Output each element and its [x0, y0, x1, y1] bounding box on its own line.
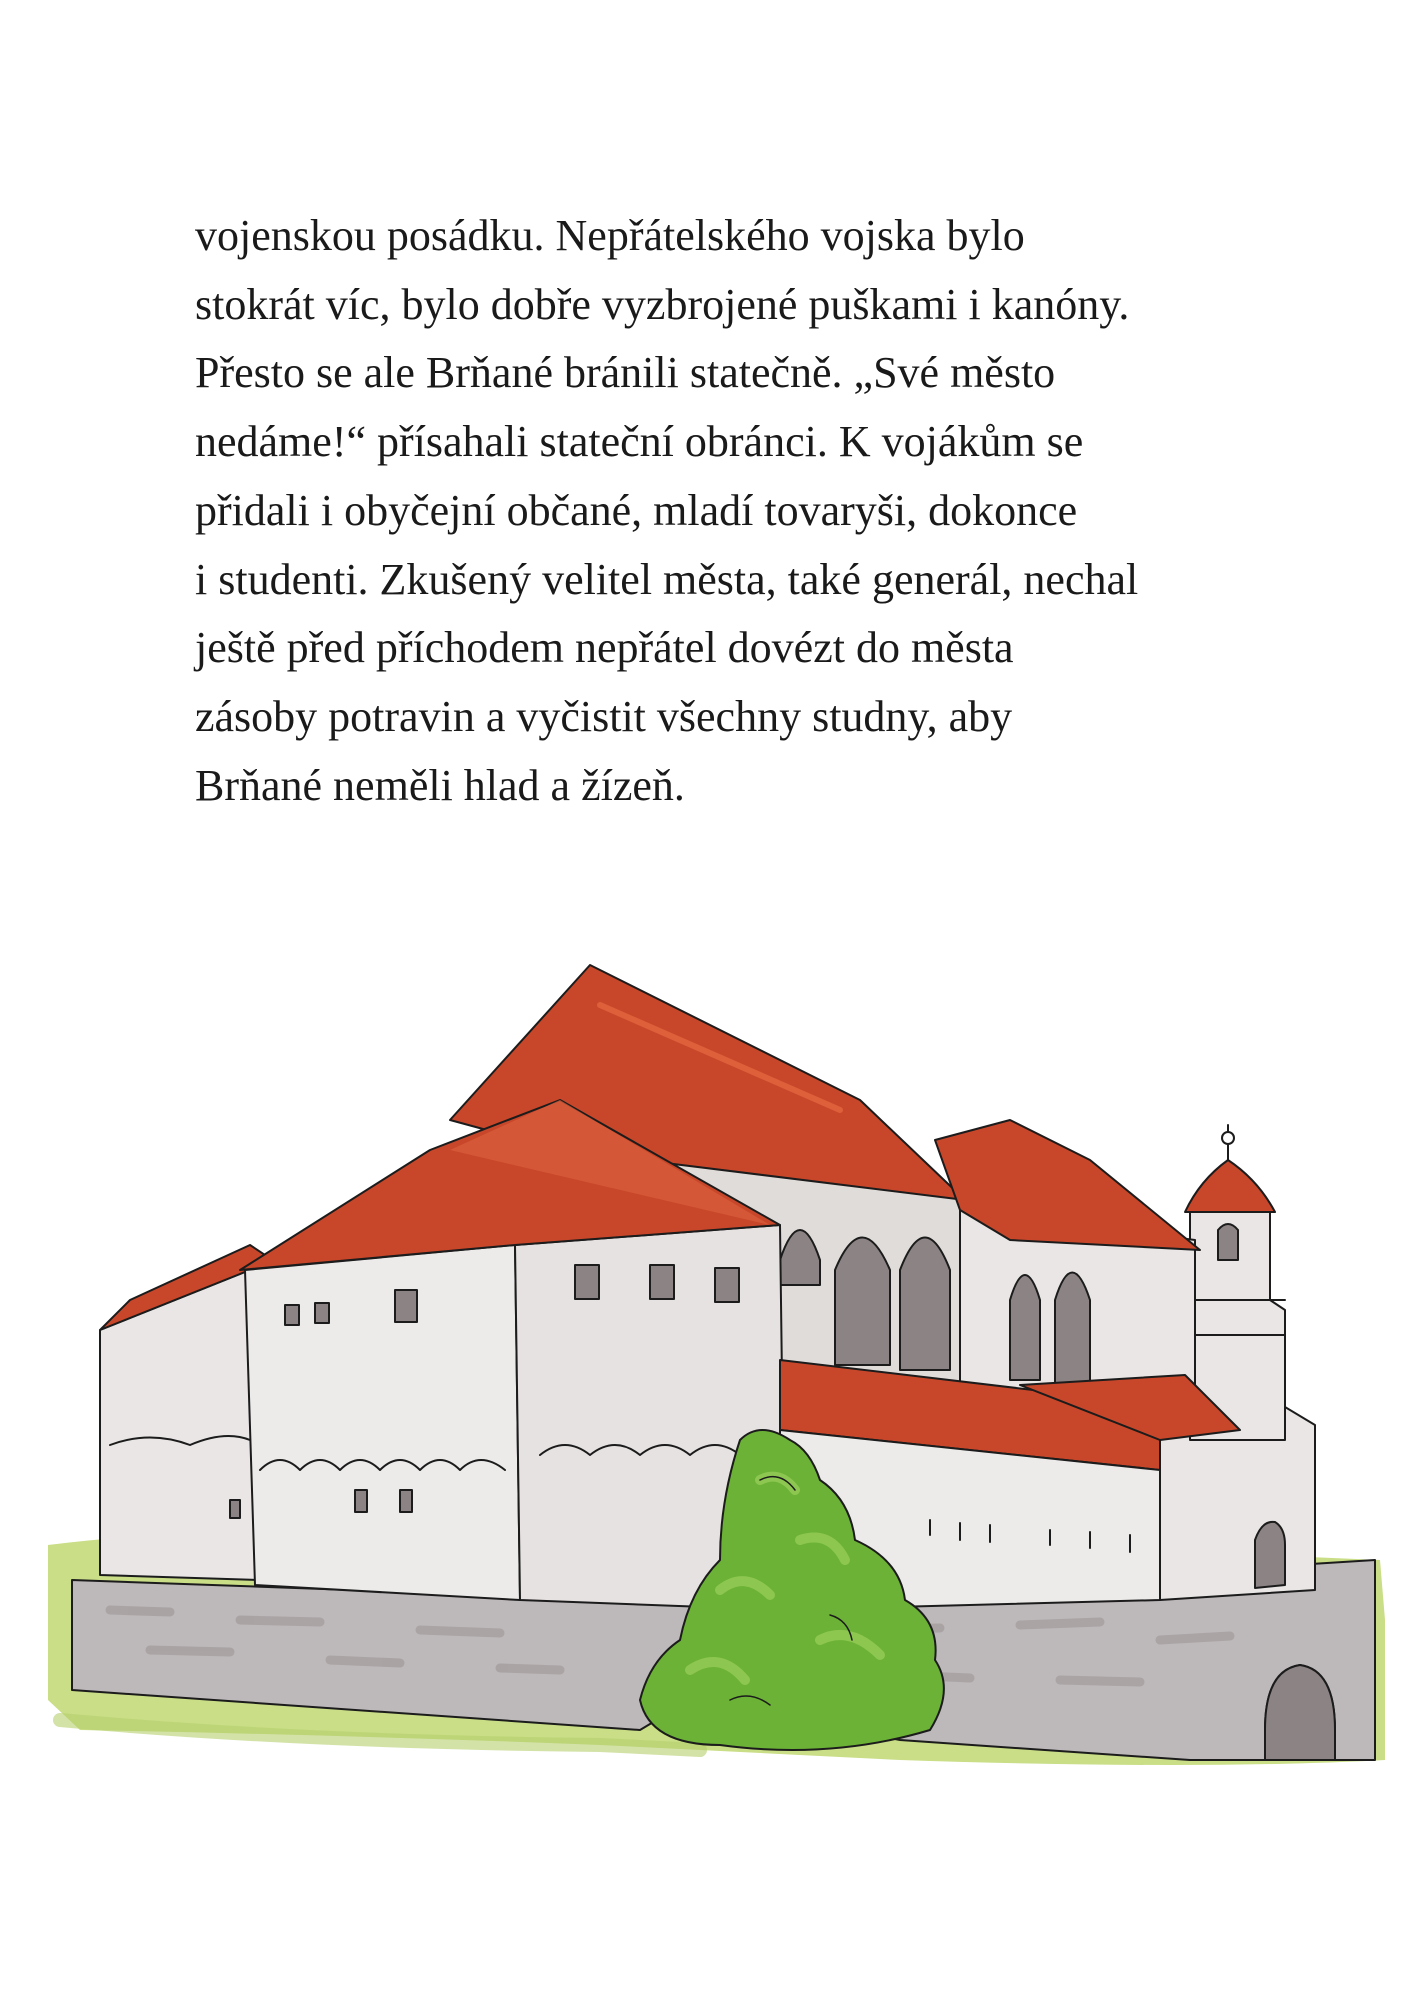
story-paragraph	[195, 202, 1255, 820]
window	[650, 1265, 674, 1299]
story-line-7: ještě před příchodem nepřátel dovézt do města	[195, 623, 1014, 673]
tower-finial	[1222, 1132, 1234, 1144]
window	[400, 1490, 412, 1512]
window	[715, 1268, 739, 1302]
gothic-window	[900, 1238, 950, 1371]
story-line-1: vojenskou posádku. Nepřátelského vojska bylo	[195, 211, 1025, 260]
story-line-3: Přesto se ale Brňané bránili statečně. „Své město	[195, 348, 1056, 398]
keep-front-wall	[245, 1245, 520, 1600]
castle-illustration	[0, 940, 1415, 1800]
window	[285, 1305, 299, 1325]
gothic-window	[1010, 1275, 1040, 1380]
story-line-9: Brňané neměli hlad a žízeň.	[195, 760, 685, 810]
gothic-window	[835, 1238, 890, 1366]
bridge-arch	[1265, 1665, 1335, 1760]
story-line-8: zásoby potravin a vyčistit všechny studny, aby	[195, 691, 1013, 741]
window	[395, 1290, 417, 1322]
window	[230, 1500, 240, 1518]
gothic-window	[1055, 1273, 1090, 1391]
story-line-6: i studenti. Zkušený velitel města, také generál, nechal	[195, 554, 1139, 604]
story-line-4: nedáme!“ přísahali stateční obránci. K vojákům se	[195, 417, 1084, 467]
story-line-5: přidali i obyčejní občané, mladí tovaryši, dokonce	[195, 485, 1078, 535]
window	[575, 1265, 599, 1299]
tower-roof	[1185, 1160, 1275, 1212]
window	[315, 1303, 329, 1323]
window	[355, 1490, 367, 1512]
story-line-2: stokrát víc, bylo dobře vyzbrojené puškami i kanóny.	[195, 279, 1130, 329]
